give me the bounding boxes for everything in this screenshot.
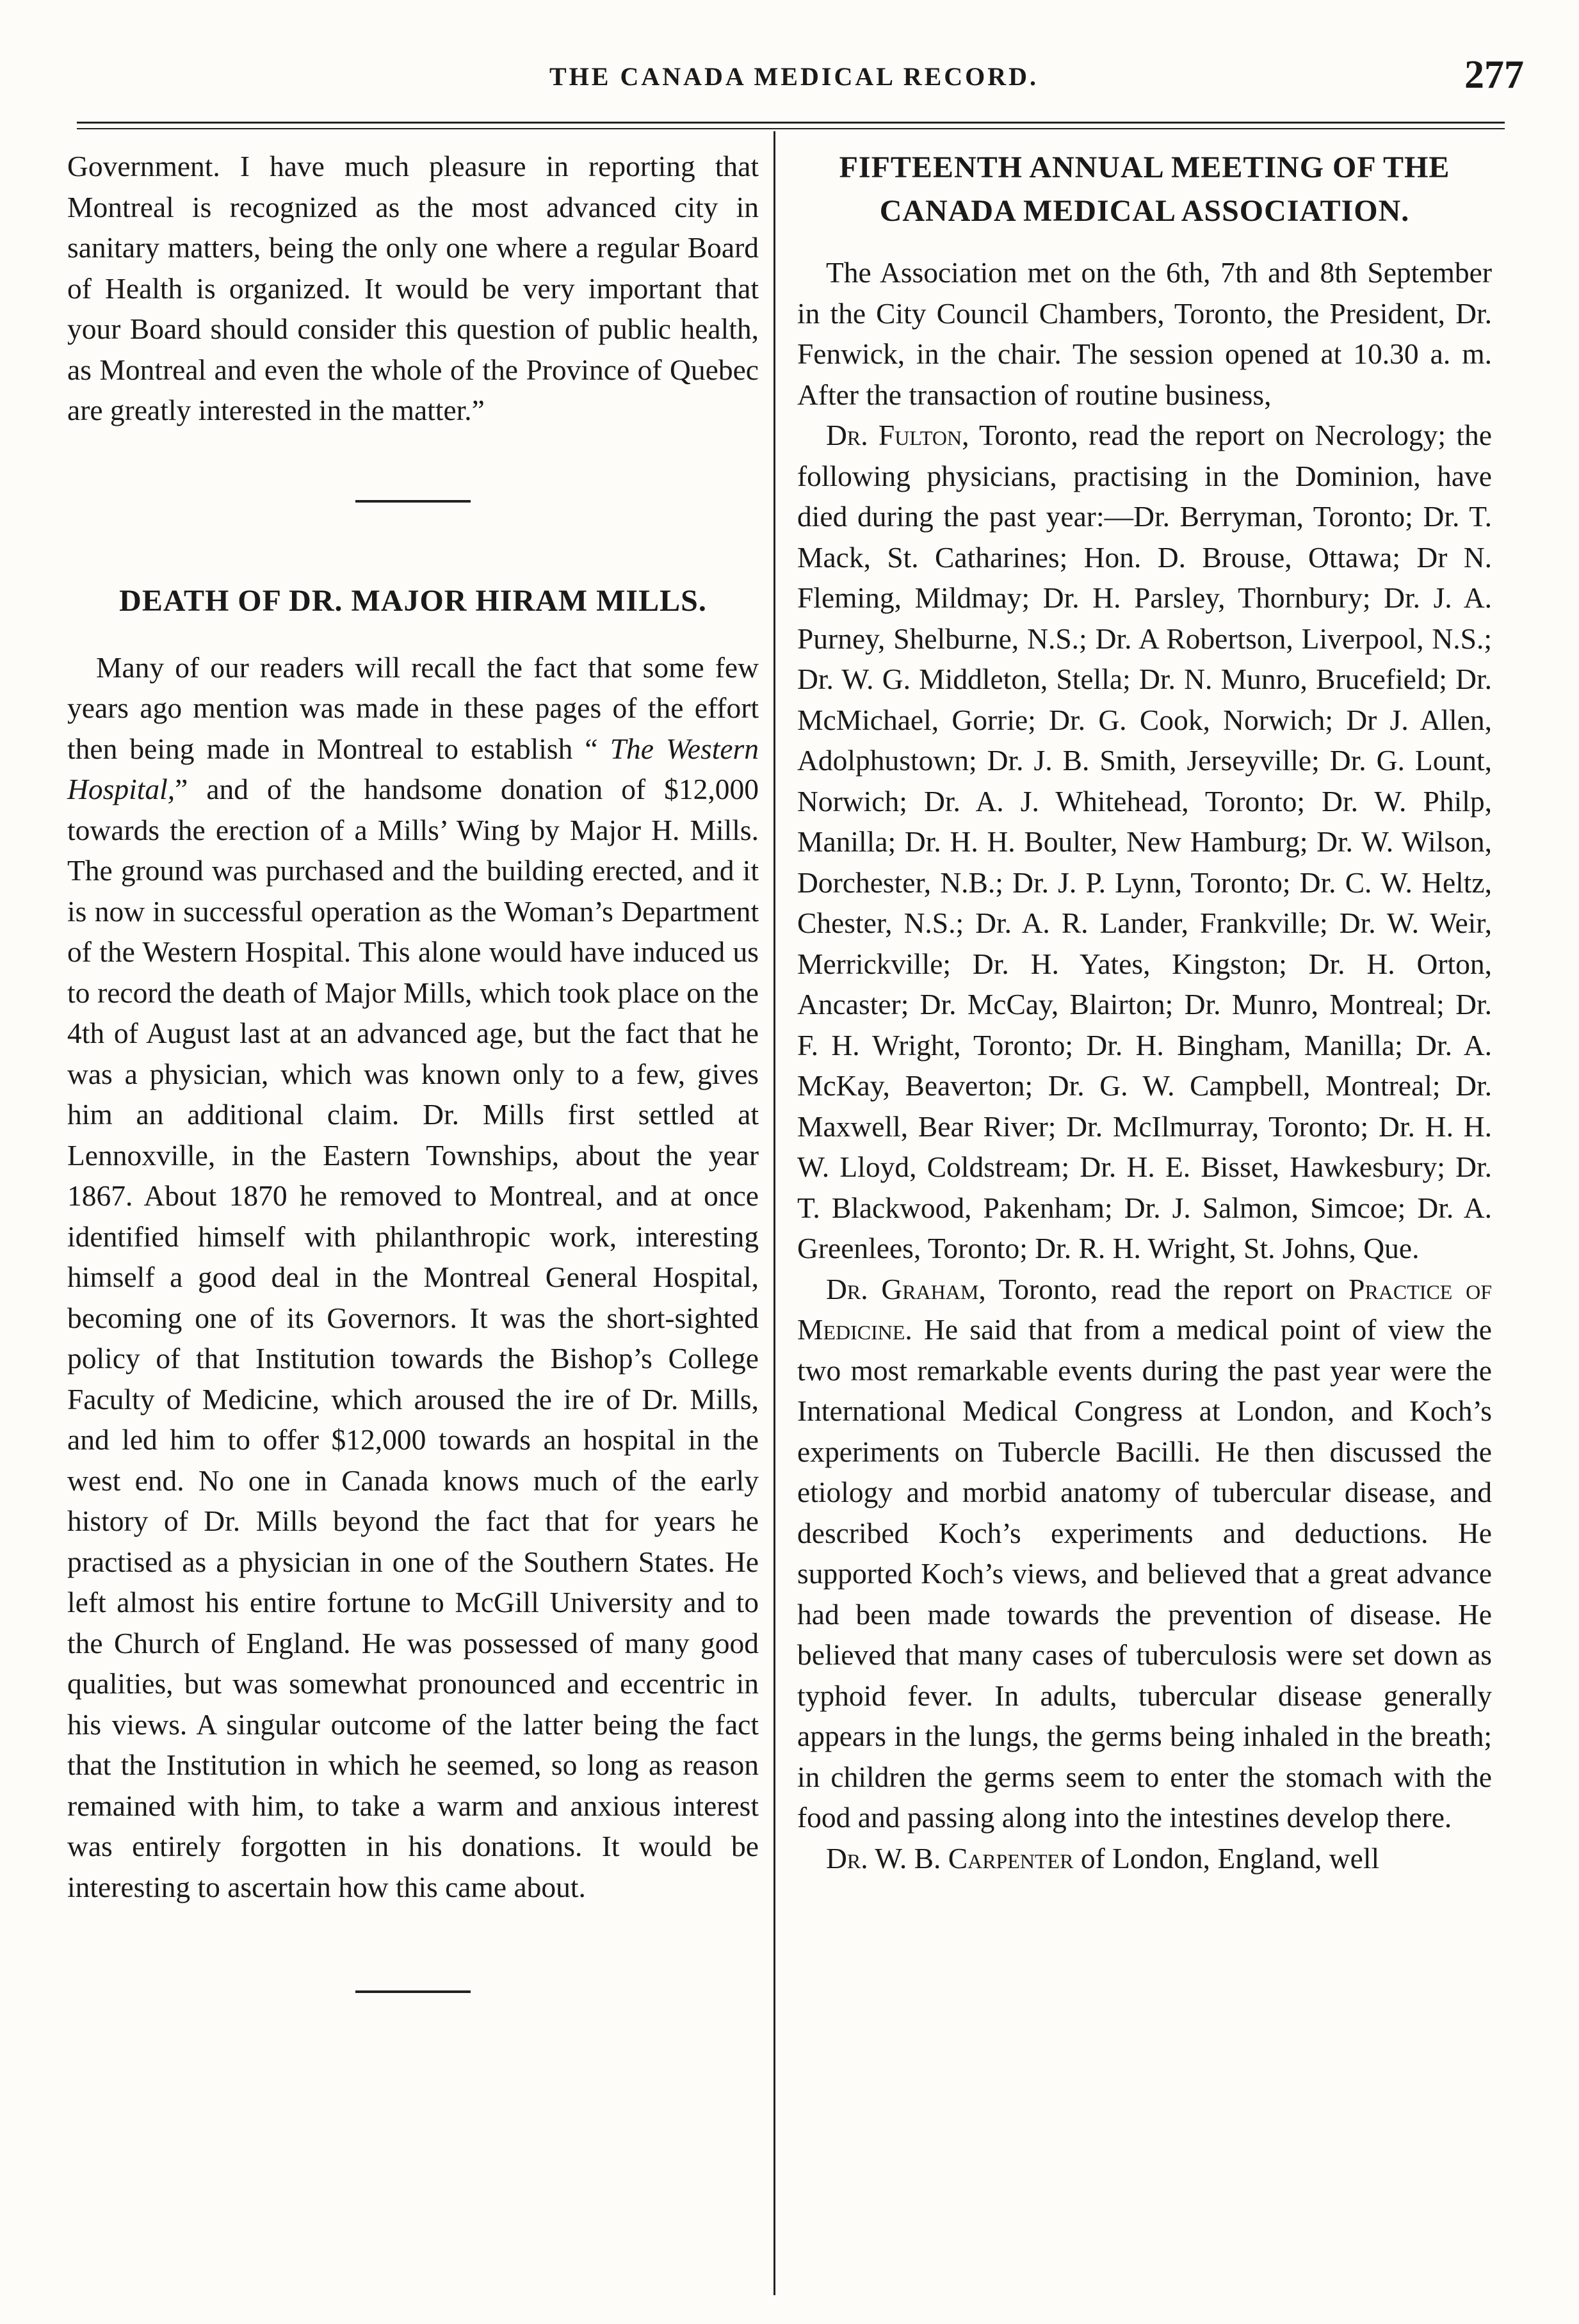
mills-obituary-paragraph: Many of our readers will recall the fact that some few years ago mention was made in these pages of the effort then being made in Montreal to establish “ The Western Hospital,” and of the handsome donation of $12,000 towards the erection of a Mills’ Wing by Major H. Mills. The ground was purchased and the building erected, and it is now in successful operation as the Woman’s Department of the Western Hospital. This alone would have induced us to record the death of Major Mills, which took place on the 4th of August last at an advanced age, but the fact that he was a physician, which was known only to a few, gives him an additional claim. Dr. Mills first settled at Lennoxville, in the Eastern Townships, about the year 1867. About 1870 he removed to Montreal, and at once identified himself with philanthropic work, interesting himself a good deal in the Montreal General Hospital, becoming one of its Governors. It was the short-sighted policy of that Institution towards the Bishop’s College Faculty of Medicine, which aroused the ire of Dr. Mills, and led him to offer $12,000 towards an hospital in the west end. No one in Canada knows much of the early history of Dr. Mills beyond the fact that for years he practised as a physician in one of the Southern States. He left almost his entire fortune to McGill University and to the Church of England. He was possessed of many good qualities, but was somewhat pronounced and eccentric in his views. A singular outcome of the latter being the fact that the Institution in which he seemed, so long as reason remained with him, to take a warm and anxious interest was entirely forgotten in his donations. It would be interesting to ascertain how this came about. bbox=[67, 650, 759, 1903]
journal-title: THE CANADA MEDICAL RECORD. bbox=[549, 62, 1039, 91]
continued-paragraph: Government. I have much pleasure in reporting that Montreal is recognized as the most advanced city in sanitary matters, being the only one where a regular Board of Health is organized. It would be very important that your Board should consider this question of public health, as Montreal and even the whole of the Province of Quebec are greatly interested in the matter.” bbox=[67, 150, 759, 426]
right-column bbox=[797, 146, 1492, 1878]
speaker-name: Dr. W. B. Carpenter bbox=[826, 1841, 1074, 1875]
section-separator-bottom bbox=[355, 1990, 471, 1993]
header-rule-secondary bbox=[77, 128, 1505, 129]
practice-paragraph: Dr. Graham, Toronto, read the report on Practice of Medicine. He said that from a medical point of view the two most remarkable events during the past year were the International Medical Congress at London, and Koch’s experiments on Tubercle Bacilli. He then discussed the etiology and morbid anatomy of tubercular disease, and described Koch’s experiments and deductions. He supported Koch’s views, and believed that a great advance had been made towards the prevention of disease. He believed that many cases of tuberculosis were set down as typhoid fever. In adults, tubercular disease generally appears in the lungs, the germs being inhaled in the breath; in children the germs seem to enter the stomach with the food and passing along into the intestines develop there. bbox=[797, 1272, 1493, 1834]
page-number: 277 bbox=[1464, 53, 1524, 97]
speaker-name: Dr. Graham bbox=[826, 1272, 979, 1305]
speaker-name: Dr. Fulton bbox=[826, 419, 962, 451]
left-column bbox=[67, 146, 759, 1993]
header-rule bbox=[77, 122, 1505, 124]
article-heading-mills: DEATH OF DR. MAJOR HIRAM MILLS. bbox=[119, 583, 707, 618]
hospital-name: The Western Hospital, bbox=[67, 732, 759, 805]
page-header bbox=[64, 52, 1524, 123]
carpenter-paragraph: Dr. W. B. Carpenter of London, England, well bbox=[826, 1841, 1380, 1875]
necrology-paragraph: Dr. Fulton, Toronto, read the report on Necrology; the following physicians, practising in the Dominion, have died during the past year:—Dr. Berryman, Toronto; Dr. T. Mack, St. Catharines; Hon. D. Brouse, Ottawa; Dr N. Fleming, Mildmay; Dr. H. Parsley, Thornbury; Dr. J. A. Purney, Shelburne, N.S.; Dr. A Robertson, Liverpool, N.S.; Dr. W. G. Middleton, Stella; Dr. N. Munro, Brucefield; Dr. McMichael, Gorrie; Dr. G. Cook, Norwich; Dr J. Allen, Adolphustown; Dr. J. B. Smith, Jerseyville; Dr. G. Lount, Norwich; Dr. A. J. Whitehead, Toronto; Dr. W. Philp, Manilla; Dr. H. H. Boulter, New Hamburg; Dr. W. Wilson, Dorchester, N.B.; Dr. J. P. Lynn, Toronto; Dr. C. W. Heltz, Chester, N.S.; Dr. A. R. Lander, Frankville; Dr. W. Weir, Merrickville; Dr. H. Yates, Kingston; Dr. H. Orton, Ancaster; Dr. McCay, Blairton; Dr. Munro, Montreal; Dr. F. H. Wright, Toronto; Dr. H. Bingham, Manilla; Dr. A. McKay, Beaverton; Dr. G. W. Campbell, Montreal; Dr. Maxwell, Bear River; Dr. McIlmurray, Toronto; Dr. H. H. W. Lloyd, Coldstream; Dr. H. E. Bisset, Hawkesbury; Dr. T. Blackwood, Pakenham; Dr. J. Salmon, Simcoe; Dr. A. Greenlees, Toronto; Dr. R. H. Wright, St. Johns, Que. bbox=[797, 419, 1492, 1264]
report-topic: Practice of Medicine. bbox=[797, 1272, 1493, 1346]
article-heading-meeting: FIFTEENTH ANNUAL MEETING OF THE CANADA MEDICAL ASSOCIATION. bbox=[839, 150, 1450, 228]
section-separator bbox=[355, 500, 471, 503]
meeting-intro-paragraph: The Association met on the 6th, 7th and 8th September in the City Council Chambers, Toronto, the President, Dr. Fenwick, in the chair. The session opened at 10.30 a. m. After the transaction of routine business, bbox=[797, 256, 1492, 411]
column-divider bbox=[773, 131, 775, 2295]
